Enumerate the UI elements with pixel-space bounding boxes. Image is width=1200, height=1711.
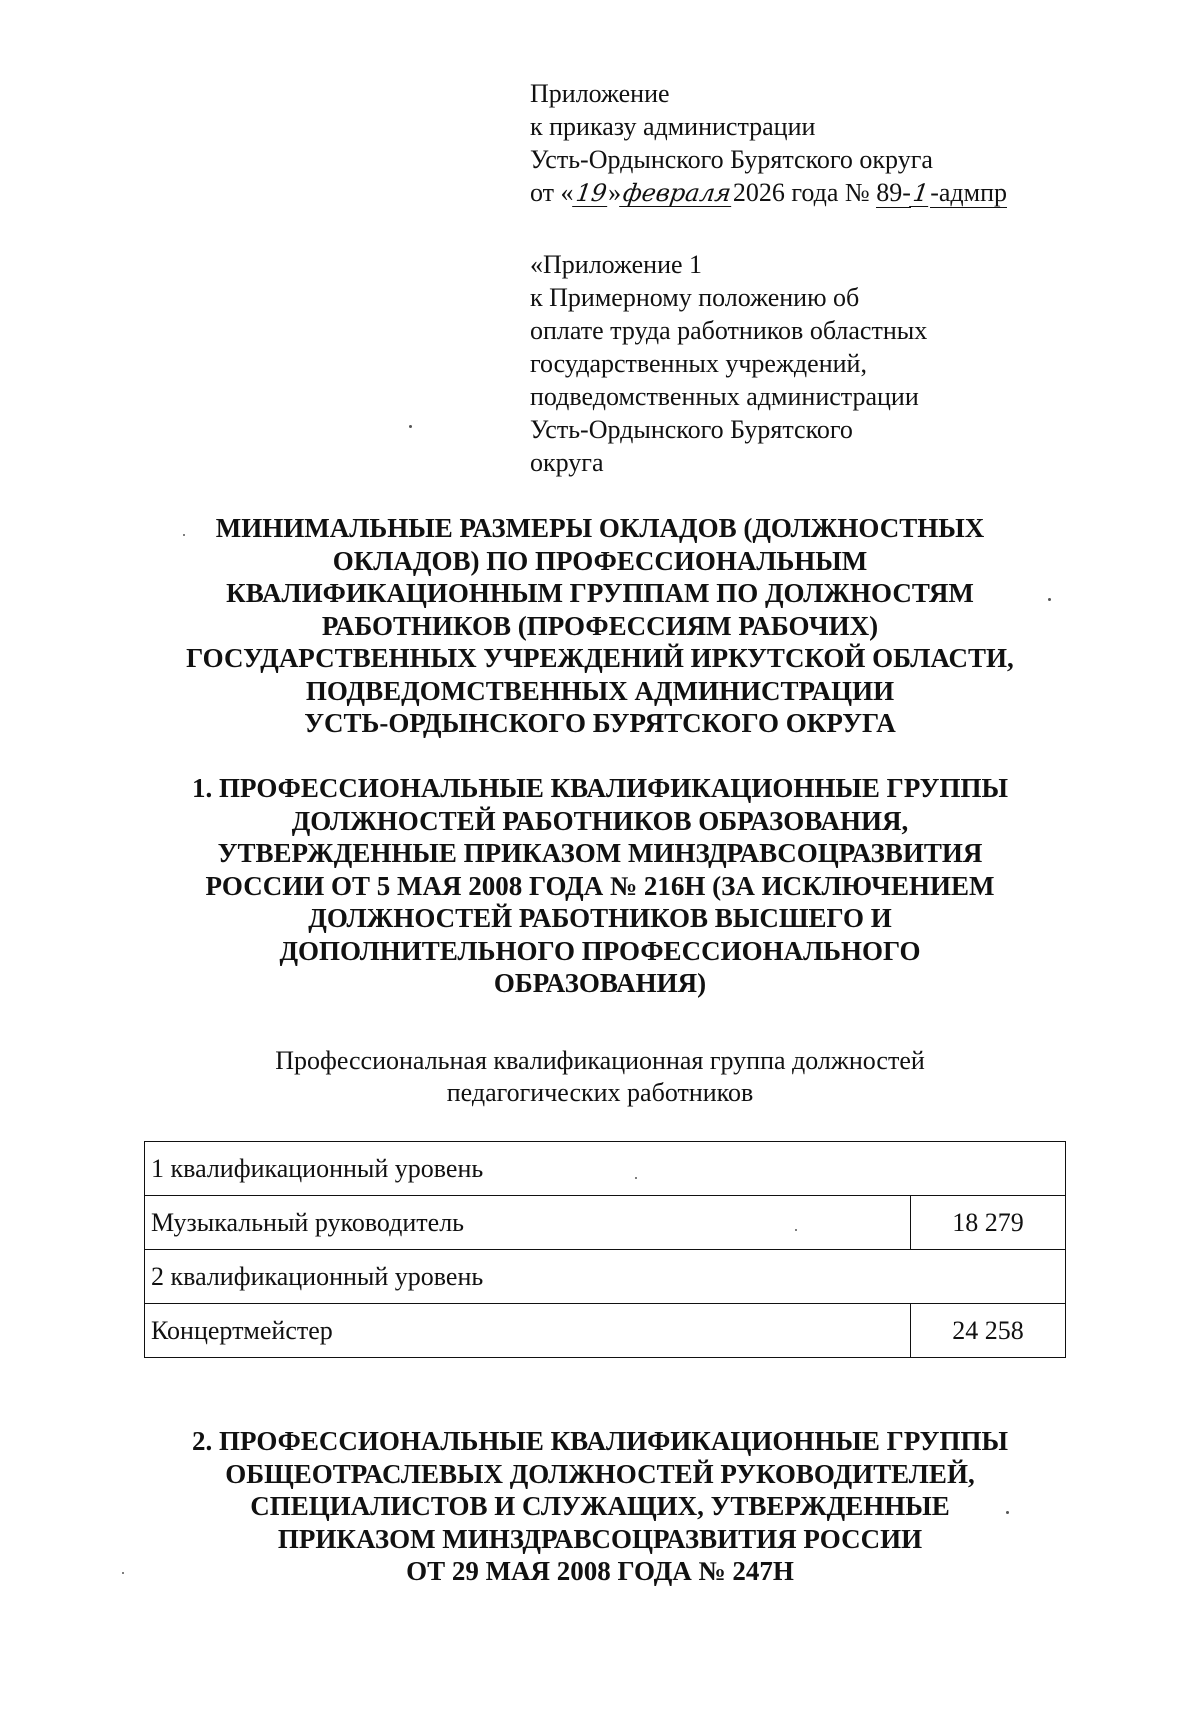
annex-line: оплате труда работников областных xyxy=(530,316,928,345)
section-2-line: 2. ПРОФЕССИОНАЛЬНЫЕ КВАЛИФИКАЦИОННЫЕ ГРУППЫ xyxy=(192,1426,1008,1456)
position-cell: Концертмейстер xyxy=(145,1304,911,1358)
table-row xyxy=(145,1250,1066,1304)
position-cell: Музыкальный руководитель xyxy=(145,1196,911,1250)
date-year: 2026 года № xyxy=(732,178,877,207)
section-2-line: ПРИКАЗОМ МИНЗДРАВСОЦРАЗВИТИЯ РОССИИ xyxy=(277,1523,923,1554)
qualification-level-cell: 2 квалификационный уровень xyxy=(145,1250,1066,1304)
group-subheading xyxy=(100,1045,1100,1109)
section-1-line: ДОЛЖНОСТЕЙ РАБОТНИКОВ ВЫСШЕГО И xyxy=(308,903,892,933)
title-line: УСТЬ-ОРДЫНСКОГО БУРЯТСКОГО ОКРУГА xyxy=(304,708,896,738)
table-row xyxy=(145,1196,1066,1250)
handwritten-day: 19 xyxy=(573,179,609,207)
group-subheading-line: Профессиональная квалификационная группа должностей xyxy=(275,1046,925,1075)
section-1-line: ОБРАЗОВАНИЯ) xyxy=(493,968,707,998)
section-1-line: УТВЕРЖДЕННЫЕ ПРИКАЗОМ МИНЗДРАВСОЦРАЗВИТИЯ xyxy=(217,838,983,868)
document-title xyxy=(100,512,1100,740)
salary-table xyxy=(144,1141,1066,1358)
annex-line: к Примерному положению об xyxy=(530,283,860,312)
scan-speck xyxy=(409,425,412,428)
section-2-line: ОТ 29 МАЯ 2008 ГОДА № 247Н xyxy=(406,1556,794,1586)
attachment-order-ref: к приказу администрации xyxy=(530,112,816,141)
attachment-date-line xyxy=(530,176,1090,209)
table-row xyxy=(145,1304,1066,1358)
handwritten-order-number: 1 xyxy=(911,179,931,207)
attachment-district: Усть-Ордынского Бурятского округа xyxy=(530,145,933,174)
table-row xyxy=(145,1142,1066,1196)
scan-speck xyxy=(1048,598,1051,601)
section-1-line: РОССИИ ОТ 5 МАЯ 2008 ГОДА № 216Н (ЗА ИСКЛЮЧЕНИЕМ xyxy=(205,870,995,901)
group-subheading-line: педагогических работников xyxy=(446,1078,754,1107)
section-1-heading xyxy=(100,772,1100,1000)
title-line: МИНИМАЛЬНЫЕ РАЗМЕРЫ ОКЛАДОВ (ДОЛЖНОСТНЫХ xyxy=(215,513,985,543)
order-number-a: 89- xyxy=(876,178,911,207)
attachment-label: Приложение xyxy=(530,79,670,108)
salary-cell: 24 258 xyxy=(911,1304,1066,1358)
section-1-line: ДОПОЛНИТЕЛЬНОГО ПРОФЕССИОНАЛЬНОГО xyxy=(279,935,921,966)
scan-speck xyxy=(795,1229,797,1231)
title-line: РАБОТНИКОВ (ПРОФЕССИЯМ РАБОЧИХ) xyxy=(321,610,879,641)
title-line: КВАЛИФИКАЦИОННЫМ ГРУППАМ ПО ДОЛЖНОСТЯМ xyxy=(226,578,974,608)
scan-speck xyxy=(1006,1511,1009,1514)
section-1-line: 1. ПРОФЕССИОНАЛЬНЫЕ КВАЛИФИКАЦИОННЫЕ ГРУППЫ xyxy=(192,773,1008,803)
section-2-line: ОБЩЕОТРАСЛЕВЫХ ДОЛЖНОСТЕЙ РУКОВОДИТЕЛЕЙ, xyxy=(225,1458,975,1489)
section-2-line: СПЕЦИАЛИСТОВ И СЛУЖАЩИХ, УТВЕРЖДЕННЫЕ xyxy=(250,1491,950,1521)
annex-line: «Приложение 1 xyxy=(530,250,703,279)
annex-line: округа xyxy=(530,448,604,477)
scan-speck xyxy=(183,534,185,536)
date-close-quote: » xyxy=(608,178,622,207)
title-line: ПОДВЕДОМСТВЕННЫХ АДМИНИСТРАЦИИ xyxy=(305,675,895,706)
scan-speck xyxy=(635,1177,637,1179)
handwritten-month: февраля xyxy=(621,179,733,207)
qualification-level-cell: 1 квалификационный уровень xyxy=(145,1142,1066,1196)
scan-speck xyxy=(122,1572,124,1574)
section-2-heading xyxy=(100,1425,1100,1588)
annex-line: подведомственных администрации xyxy=(530,382,919,411)
date-prefix: от « xyxy=(530,178,574,207)
salary-cell: 18 279 xyxy=(911,1196,1066,1250)
annex-line: государственных учреждений, xyxy=(530,349,867,378)
section-1-line: ДОЛЖНОСТЕЙ РАБОТНИКОВ ОБРАЗОВАНИЯ, xyxy=(291,805,909,836)
title-line: ГОСУДАРСТВЕННЫХ УЧРЕЖДЕНИЙ ИРКУТСКОЙ ОБЛАСТИ, xyxy=(186,643,1014,673)
order-number-suffix: -адмпр xyxy=(930,178,1007,207)
title-line: ОКЛАДОВ) ПО ПРОФЕССИОНАЛЬНЫМ xyxy=(332,545,868,576)
annex-line: Усть-Ордынского Бурятского xyxy=(530,415,853,444)
attachment-header xyxy=(530,77,1090,209)
annex-header xyxy=(530,248,1030,479)
